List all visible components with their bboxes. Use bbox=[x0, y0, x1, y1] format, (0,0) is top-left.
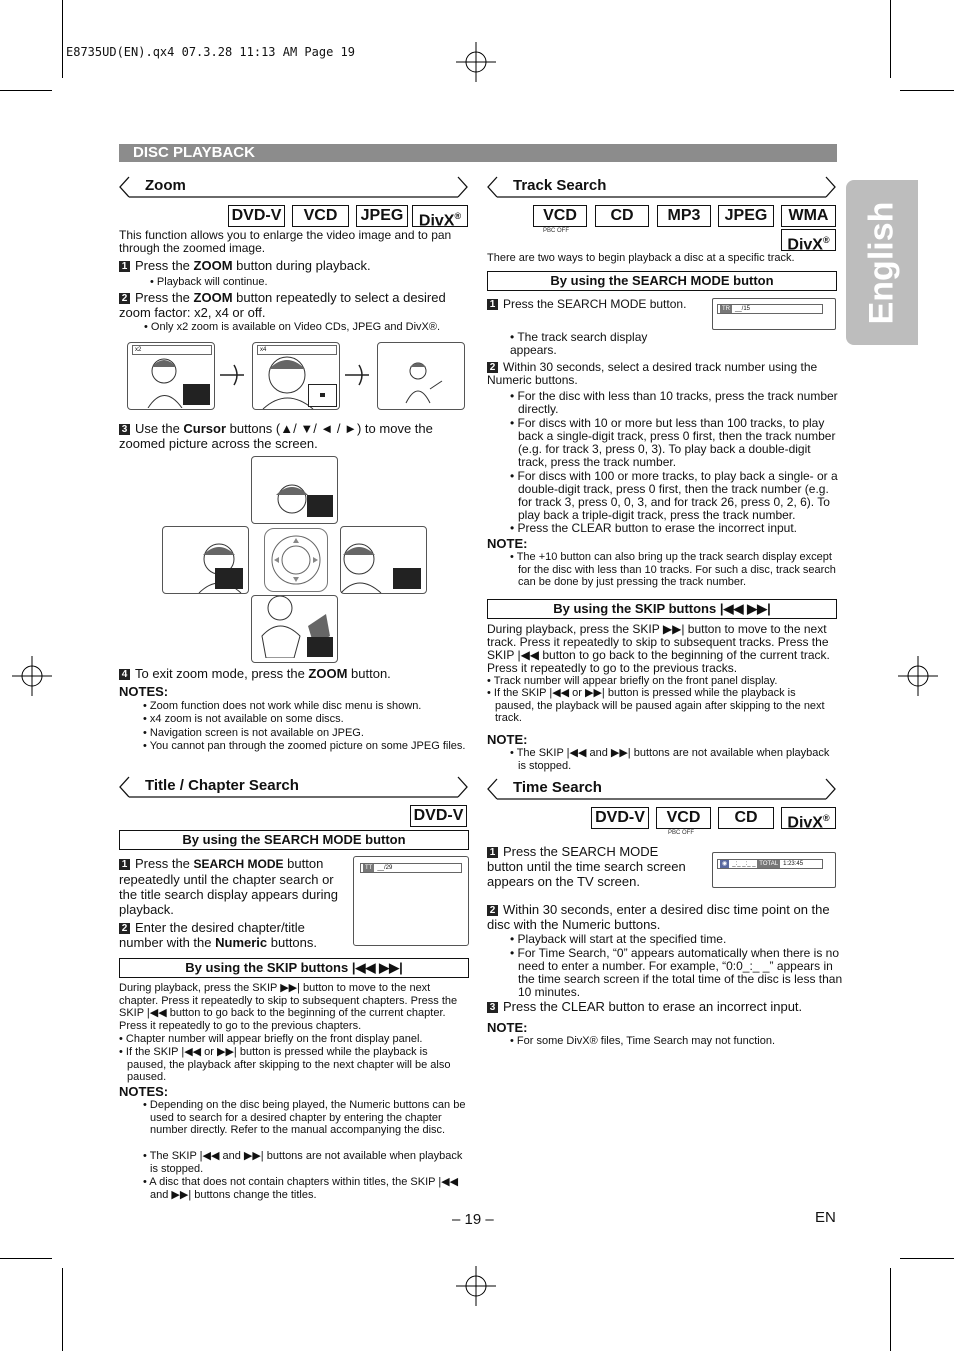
time-note-label: NOTE: bbox=[487, 1020, 528, 1035]
zoom-step-2-bullet: • Only x2 zoom is available on Video CDs, JPEG and DivX®. bbox=[144, 321, 441, 333]
badge-dvd-v: DVD-V bbox=[410, 805, 467, 827]
pbc-off-label: PBC OFF bbox=[543, 228, 570, 234]
osd-value: _:_ _:_ _ bbox=[732, 861, 756, 867]
cursor-key: Cursor bbox=[183, 421, 227, 436]
track-skip-bullet: • Track number will appear briefly on the front panel display. bbox=[487, 675, 778, 687]
track-bullet: • For the disc with less than 10 tracks, press the track number directly. bbox=[510, 389, 838, 416]
badge-cd: CD bbox=[595, 205, 649, 227]
badge-vcd: VCD bbox=[533, 205, 587, 227]
navigation-box bbox=[308, 384, 337, 407]
time-bullet: • For Time Search, “0” appears automatically when there is no need to enter a number. For example, “0:0_:_ _” appears in the time search screen if the total time of the disc is less than 10 minutes. bbox=[510, 946, 843, 999]
tc-note: • Depending on the disc being played, the Numeric buttons can be used to search for a desired chapter by entering the chapter number directly. Refer to the manual accompanying the disc. bbox=[143, 1099, 466, 1136]
navigation-box bbox=[393, 568, 421, 589]
osd-tag: TR bbox=[722, 306, 730, 312]
track-osd-screen bbox=[712, 298, 836, 330]
step-text: button repeatedly until the chapter search or the title search display appears during playback. bbox=[119, 856, 338, 917]
navigation-pad bbox=[264, 528, 328, 592]
track-search-mode-header: By using the SEARCH MODE button bbox=[487, 271, 837, 291]
pan-screen-left bbox=[162, 526, 249, 594]
step-text: Press the bbox=[135, 856, 194, 871]
zoom-heading bbox=[119, 176, 468, 198]
registration-mark-icon bbox=[12, 656, 52, 696]
tc-note: • A disc that does not contain chapters within titles, the SKIP |◀◀ and ▶▶| buttons change the titles. bbox=[143, 1176, 459, 1201]
time-step-3: 3 Press the CLEAR button to erase an incorrect input. bbox=[487, 999, 837, 1014]
language-tab bbox=[846, 180, 918, 345]
osd-total-time: 1:23:45 bbox=[783, 861, 804, 867]
track-intro: There are two ways to begin playback a disc at a specific track. bbox=[487, 252, 795, 264]
zoom-title: Zoom bbox=[145, 177, 186, 194]
track-skip-header bbox=[487, 599, 837, 619]
badge-dvd-v: DVD-V bbox=[591, 807, 649, 829]
track-note: • The +10 button can also bring up the track search display except for the disc with less than 10 tracks. For such a disc, track search can be done by just pressing the track number. bbox=[510, 551, 836, 588]
search-mode-key: SEARCH MODE bbox=[193, 857, 284, 871]
zoom-intro: This function allows you to enlarge the video image and to pan through the zoomed image. bbox=[119, 228, 452, 255]
crop-mark bbox=[0, 1258, 52, 1259]
zoom-step-1-bullet: • Playback will continue. bbox=[150, 276, 268, 288]
osd-tag: TT bbox=[365, 865, 373, 871]
arrow-right-icon bbox=[218, 362, 246, 388]
zoom-key: ZOOM bbox=[308, 666, 348, 681]
time-note: • For some DivX® files, Time Search may not function. bbox=[510, 1035, 776, 1047]
crop-mark bbox=[62, 1268, 63, 1351]
badge-cd: CD bbox=[718, 807, 774, 829]
pan-screen-right bbox=[340, 526, 427, 594]
tc-step-1: 1 Press the SEARCH MODE button repeatedly until the chapter search or the title search display appears during playback. bbox=[119, 856, 338, 917]
skip-buttons-icon: |◀◀ ▶▶| bbox=[351, 960, 403, 975]
badge-divx-label: DivX bbox=[418, 212, 455, 230]
tc-osd bbox=[360, 863, 462, 873]
tc-note: • The SKIP |◀◀ and ▶▶| buttons are not available when playback is stopped. bbox=[143, 1150, 463, 1175]
track-skip-para: During playback, press the SKIP ▶▶| button to move to the next track. Press it repeatedly to skip to subsequent tracks. Press the SKIP |◀◀ button to go back to the beginning of the current track. Press it repeatedly to go to the previous tracks. bbox=[487, 622, 830, 675]
child-face-icon bbox=[341, 537, 385, 593]
osd-x2: x2 bbox=[132, 345, 212, 355]
title-chapter-heading bbox=[119, 776, 468, 798]
child-face-icon bbox=[272, 479, 312, 523]
section-bar: DISC PLAYBACK bbox=[119, 144, 837, 162]
tc-skip-bullet: • If the SKIP |◀◀ or ▶▶| button is pressed while the playback is paused, the playback after skipping to the next chapter will be also paused. bbox=[119, 1046, 451, 1083]
pan-screen-up bbox=[251, 456, 338, 524]
page-number: – 19 – bbox=[452, 1211, 494, 1228]
step-text: button. bbox=[347, 666, 391, 681]
osd-value: __/29 bbox=[377, 865, 393, 871]
badge-jpeg: JPEG bbox=[356, 205, 408, 227]
child-face-icon bbox=[142, 353, 188, 408]
child-figure-icon bbox=[400, 359, 446, 405]
step-text: Within 30 seconds, select a desired track number using the Numeric buttons. bbox=[487, 360, 818, 387]
crop-mark bbox=[0, 90, 52, 91]
time-osd-screen bbox=[712, 852, 836, 888]
cursor-pad-icon bbox=[269, 533, 323, 587]
track-bullet: • For discs with 100 or more tracks, to play back a single- or a double-digit track, press 0 first, then the track number (e.g. for track 3, press 0, 0, 3, and for track 26, press 0, 2, 6). To play back a triple-digit track, press the track number. bbox=[510, 469, 838, 522]
numeric-key: Numeric bbox=[215, 935, 268, 950]
step-text: Press the SEARCH MODE button until the time search screen appears on the TV screen. bbox=[487, 844, 686, 889]
step-text: Press the SEARCH MODE button. bbox=[503, 297, 687, 311]
zoom-screen-x4 bbox=[252, 342, 340, 410]
skip-header-label: By using the SKIP buttons bbox=[185, 960, 349, 975]
disc-icon: ◉ bbox=[722, 861, 728, 867]
zoom-notes-label: NOTES: bbox=[119, 684, 169, 699]
osd-x4: x4 bbox=[257, 345, 337, 355]
tc-search-mode-header: By using the SEARCH MODE button bbox=[119, 830, 469, 850]
badge-vcd: VCD bbox=[292, 205, 349, 227]
track-search-heading bbox=[487, 176, 836, 198]
badge-divx: DivX® bbox=[781, 807, 836, 829]
badge-vcd: VCD bbox=[656, 807, 711, 829]
badge-divx-label: DivX bbox=[787, 814, 823, 832]
zoom-note: • Navigation screen is not available on JPEG. bbox=[143, 727, 364, 739]
track-bullet: • Press the CLEAR button to erase the incorrect input. bbox=[510, 521, 798, 535]
pbc-off-label: PBC OFF bbox=[668, 830, 695, 836]
time-step-2: 2 Within 30 seconds, enter a desired disc time point on the disc with the Numeric buttons. bbox=[487, 902, 830, 932]
zoom-key: ZOOM bbox=[193, 258, 233, 273]
step-text: button during playback. bbox=[232, 258, 371, 273]
registration-mark-icon bbox=[456, 42, 496, 82]
badge-dvd-v: DVD-V bbox=[228, 205, 285, 227]
navigation-box bbox=[307, 495, 333, 517]
crop-mark bbox=[900, 90, 954, 91]
step-text: button repeatedly to select a desired zoom factor: x2, x4 or off. bbox=[119, 290, 446, 320]
navigation-box bbox=[307, 637, 333, 657]
track-step-1: 1 Press the SEARCH MODE button. bbox=[487, 298, 692, 311]
track-note2: • The SKIP |◀◀ and ▶▶| buttons are not available when playback is stopped. bbox=[510, 747, 830, 772]
step-text: Within 30 seconds, enter a desired disc time point on the disc with the Numeric buttons. bbox=[487, 902, 830, 932]
track-bullet: • For discs with 10 or more but less than 100 tracks, to play back a single-digit track, press 0 first, then the track number (e.g. for track 3, press 0, 3). To play back a double-digit track, press the track number. bbox=[510, 416, 836, 469]
zoom-step-2: 2 Press the ZOOM button repeatedly to select a desired zoom factor: x2, x4 or off. bbox=[119, 290, 446, 320]
zoom-key: ZOOM bbox=[193, 290, 233, 305]
skip-header-label: By using the SKIP buttons bbox=[553, 601, 717, 616]
registration-mark-icon bbox=[456, 1266, 496, 1306]
zoom-step-1: 1 Press the ZOOM button during playback. bbox=[119, 258, 469, 273]
step-text: Use the bbox=[135, 421, 184, 436]
badge-divx-label: DivX bbox=[787, 236, 823, 254]
track-step-2: 2 Within 30 seconds, select a desired track number using the Numeric buttons. bbox=[487, 360, 818, 387]
language-code: EN bbox=[815, 1209, 836, 1226]
track-skip-bullet: • If the SKIP |◀◀ or ▶▶| button is pressed while the playback is paused, the playback will be paused again after skipping to the next track. bbox=[487, 687, 825, 724]
tc-osd-screen bbox=[353, 856, 469, 946]
time-search-title: Time Search bbox=[513, 779, 602, 796]
pan-screen-down bbox=[251, 595, 338, 663]
step-text: buttons (▲/ ▼/ ◄ / ►) to move the zoomed picture across the screen. bbox=[119, 421, 433, 451]
zoom-note: • Zoom function does not work while disc menu is shown. bbox=[143, 700, 422, 712]
zoom-step-3: 3 Use the Cursor buttons (▲/ ▼/ ◄ / ►) to move the zoomed picture across the screen. bbox=[119, 421, 433, 451]
time-osd bbox=[717, 859, 823, 869]
tc-skip-para: During playback, press the SKIP ▶▶| button to move to the next chapter. Press it repeatedly to skip to subsequent chapters. Press the SKIP |◀◀ button to go back to the beginning of the current chapter. Press it repeatedly to go to the previous chapters. bbox=[119, 982, 458, 1032]
zoom-note: • You cannot pan through the zoomed picture on some JPEG files. bbox=[143, 740, 466, 752]
step-text: Press the bbox=[135, 290, 194, 305]
time-bullet: • Playback will start at the specified time. bbox=[510, 932, 727, 946]
step-text: buttons. bbox=[267, 935, 318, 950]
zoom-step-4: 4 To exit zoom mode, press the ZOOM button. bbox=[119, 666, 469, 681]
osd-tag: TOTAL bbox=[759, 861, 779, 867]
track-note-label: NOTE: bbox=[487, 536, 528, 551]
navigation-box bbox=[215, 568, 243, 589]
tc-notes-label: NOTES: bbox=[119, 1084, 169, 1099]
registration-mark-icon bbox=[898, 656, 938, 696]
badge-jpeg: JPEG bbox=[718, 205, 774, 227]
zoom-screen-off bbox=[377, 342, 465, 410]
track-search-title: Track Search bbox=[513, 177, 607, 194]
tc-skip-bullet: • Chapter number will appear briefly on the front display panel. bbox=[119, 1033, 423, 1045]
step-text: Press the bbox=[135, 258, 194, 273]
time-search-heading bbox=[487, 778, 836, 800]
time-step-1: 1 Press the SEARCH MODE button until the time search screen appears on the TV screen. bbox=[487, 844, 686, 889]
zoom-screen-x2 bbox=[127, 342, 215, 410]
crop-mark bbox=[890, 0, 891, 78]
title-chapter-title: Title / Chapter Search bbox=[145, 777, 299, 794]
print-header: E8735UD(EN).qx4 07.3.28 11:13 AM Page 19 bbox=[66, 45, 355, 59]
tc-skip-header bbox=[119, 958, 469, 978]
badge-mp3: MP3 bbox=[657, 205, 711, 227]
badge-divx: DivX® bbox=[781, 229, 836, 251]
navigation-box bbox=[183, 384, 210, 405]
osd-value: __/15 bbox=[735, 306, 751, 312]
badge-divx: DivX® bbox=[412, 205, 468, 227]
step-text: Enter the desired chapter/title number with the bbox=[119, 920, 305, 950]
tc-step-2: 2 Enter the desired chapter/title number with the Numeric buttons. bbox=[119, 920, 318, 950]
track-osd bbox=[717, 304, 823, 314]
badge-wma: WMA bbox=[781, 205, 836, 227]
arrow-right-icon bbox=[343, 362, 371, 388]
step-text: To exit zoom mode, press the bbox=[135, 666, 309, 681]
zoom-note: • x4 zoom is not available on some discs. bbox=[143, 713, 344, 725]
skip-buttons-icon: |◀◀ ▶▶| bbox=[719, 601, 771, 616]
crop-mark bbox=[62, 0, 63, 78]
step-text: Press the CLEAR button to erase an incorrect input. bbox=[503, 999, 803, 1014]
track-note2-label: NOTE: bbox=[487, 732, 528, 747]
crop-mark bbox=[890, 1268, 891, 1351]
language-tab-label: English bbox=[862, 201, 901, 324]
crop-mark bbox=[900, 1258, 954, 1259]
track-step-1-bullet: • The track search display appears. bbox=[510, 330, 648, 357]
